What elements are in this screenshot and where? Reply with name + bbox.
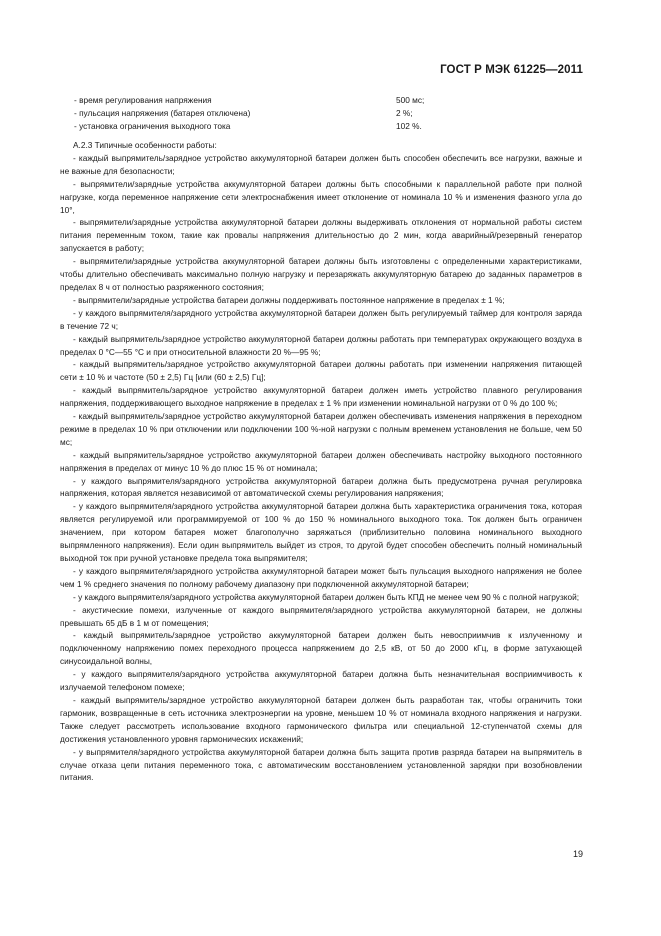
paragraph: - у выпрямителя/зарядного устройства аккумуляторной батареи должна быть защита против разряда батареи на выпрямитель в случае отказа цепи питания переменного тока, с автоматическим восстановлением установленной зарядки при возобновлении питания.: [60, 746, 582, 783]
paragraph: - каждый выпрямитель/зарядное устройство аккумуляторной батареи должен обеспечивать изменения напряжения в переходном режиме в пределах 10 % при отключении или подключении 100 %-ной нагрузки с полным временем установления не больше, чем 50 мс;: [60, 411, 582, 447]
parameter-label: - установка ограничения выходного тока: [74, 121, 231, 131]
parameter-row: [74, 107, 594, 120]
parameter-label: - время регулирования напряжения: [74, 95, 212, 105]
paragraph: - выпрямители/зарядные устройства аккумуляторной батареи должны выдерживать отклонения от нормальной работы систем питания переменным током, такие как провалы напряжения длительностью до 2 мин, когда аварийный/резервный генератор запускается в работу;: [60, 217, 582, 254]
paragraph: - у каждого выпрямителя/зарядного устройства аккумуляторной батареи должна быть незначительная восприимчивость к излучаемой телефоном помехе;: [60, 669, 582, 693]
parameter-value: 500 мс;: [396, 95, 425, 105]
paragraph: - выпрямители/зарядные устройства аккумуляторной батареи должны быть изготовлены с определенными характеристиками, чтобы длительно обеспечивать максимально полную нагрузку и перезаряжать аккумуляторную батарею до заданных параметров в пределах 8 ч от полностью разряженного состояния;: [60, 256, 582, 292]
paragraph: - у каждого выпрямителя/зарядного устройства аккумуляторной батареи может быть пульсация выходного напряжения не более чем 1 % среднего значения по полному рабочему диапазону при подключенной аккумуляторной батареи;: [60, 565, 582, 589]
parameter-row: [74, 94, 594, 107]
paragraph: - акустические помехи, излученные от каждого выпрямителя/зарядного устройства аккумуляторной батареи, не должны превышать 65 дБ в 1 м от помещения;: [60, 604, 582, 628]
paragraph: - у каждого выпрямителя/зарядного устройства аккумуляторной батареи должен быть регулируемый таймер для контроля заряда в течение 72 ч;: [60, 307, 582, 331]
parameter-label: - пульсация напряжения (батарея отключена): [74, 108, 251, 118]
section-heading: А.2.3 Типичные особенности работы:: [73, 140, 217, 150]
parameter-list: [74, 94, 594, 133]
paragraph: - выпрямители/зарядные устройства аккумуляторной батареи должны быть способными к параллельной работе при полной нагрузке, когда переменное напряжение сети электроснабжения имеет отклонение от номинала 10 % и изменения фазного угла до 10°,: [60, 178, 582, 215]
page-number: 19: [572, 849, 583, 859]
paragraph: - каждый выпрямитель/зарядное устройство аккумуляторной батареи должен быть способен обеспечить все нагрузки, важные и не важные для безопасности;: [60, 152, 582, 176]
parameter-value: 102 %.: [396, 121, 422, 131]
paragraph: - каждый выпрямитель/зарядное устройство аккумуляторной батареи должны работать при температурах окружающего воздуха в пределах 0 °С—55 °С и при относительной влажности 20 %—95 %;: [60, 333, 582, 357]
paragraph: - у каждого выпрямителя/зарядного устройства аккумуляторной батареи должен быть КПД не менее чем 90 % с полной нагрузкой;: [73, 591, 580, 602]
paragraph: - каждый выпрямитель/зарядное устройство аккумуляторной батареи должен иметь устройство плавного регулирования напряжения, поддерживающего выходное напряжение в пределах ± 1 % при изменении номинальной нагрузки от 0 % до 100 %;: [60, 385, 582, 409]
parameter-value: 2 %;: [396, 108, 413, 118]
paragraph: - каждый выпрямитель/зарядное устройство аккумуляторной батареи должен обеспечивать настройку выходного постоянного напряжения в пределах от минус 10 % до плюс 15 % от номинала;: [60, 449, 582, 473]
parameter-row: [74, 120, 594, 133]
paragraph: - у каждого выпрямителя/зарядного устройства аккумуляторной батареи должна быть предусмотрена ручная регулировка напряжения, которая является независимой от автоматической схемы регулирования напряжения;: [60, 475, 582, 499]
document-header-title: ГОСТ Р МЭК 61225—2011: [440, 64, 583, 76]
paragraph: - каждый выпрямитель/зарядное устройство аккумуляторной батареи должен быть разработан так, чтобы ограничить токи гармоник, возвращенные в сеть источника электроэнергии на уровне, меньшем 10 % от номинала входного напряжения и нагрузки. Также следует рассмотреть использование входного гармонического фильтра или специальной 12-ступенчатой схемы для достижения установленного уровня гармонических искажений;: [60, 694, 582, 744]
paragraph: - у каждого выпрямителя/зарядного устройства аккумуляторной батареи должна быть характеристика ограничения тока, которая является регулируемой или программируемой от 100 % до 150 % номинального выходного тока. Ток должен быть ограничен значением, при котором батарея может благополучно заряжаться (приблизительно половина номинального выходного выпрямленного напряжения). Если один выпрямитель выйдет из строя, то другой будет способен обеспечить полный номинальный выходной ток при ручной установке предела тока выпрямителя;: [60, 501, 582, 563]
paragraph: - каждый выпрямитель/зарядное устройство аккумуляторной батареи должны работать при изменении напряжения питающей сети ± 10 % и частоте (50 ± 2,5) Гц [или (60 ± 2,5) Гц];: [60, 359, 582, 383]
paragraph: - выпрямители/зарядные устройства батареи должны поддерживать постоянное напряжение в пределах ± 1 %;: [73, 294, 505, 305]
paragraph: - каждый выпрямитель/зарядное устройство аккумуляторной батареи должен быть невосприимчив к излученному и подключенному напряжению помех переходного процесса напряжением до 2,5 кВ, от 50 до 2000 кГц, в форме затухающей синусоидальной волны,: [60, 630, 582, 667]
document-body: [60, 139, 582, 784]
